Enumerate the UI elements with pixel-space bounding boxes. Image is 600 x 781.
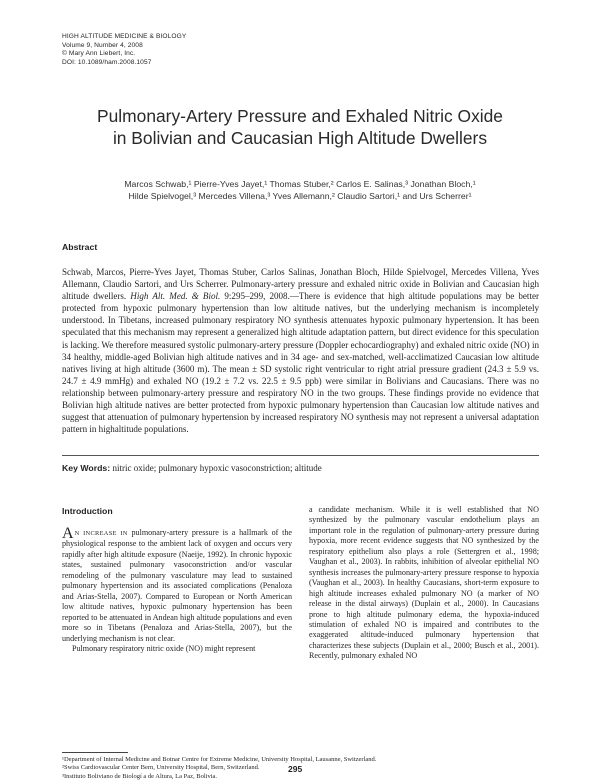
intro-column-right [309,505,539,662]
abstract-body [62,266,539,435]
intro-paragraph-1 [62,525,293,644]
drop-cap: A [62,525,74,542]
intro-column-2-text: a candidate mechanism. While it is well established that NO synthesized by the pulmonary vascular endothelium plays an important role in the regulation of pulmonary-artery pressure during hypoxia, more recent evidence suggests that NO synthesized by the respiratory epithelium also plays a role (Settergren et al., 1998; Vaughan et al., 2003). In rabbits, inhibition of alveolar epithelial NO synthesis increases the pulmonary-artery pressure response to hypoxia (Vaughan et al., 2003). In healthy Caucasians, short-term exposure to high altitude increases exhaled pulmonary NO (a marker of NO release in the distal airways) (Duplain et al., 2000). In Caucasians prone to high altitude pulmonary edema, the hypoxia-induced stimulation of exhaled NO is impaired and contributes to the exaggerated altitude-induced pulmonary hypertension that characterizes these subjects (Duplain et al., 2000; Busch et al., 2001). Recently, pulmonary exhaled NO [309,505,539,661]
abstract-citation: Schwab, Marcos, Pierre-Yves Jayet, Thomas Stuber, Carlos Salinas, Jonathan Bloch, Hilde Spielvogel, Mercedes Villena, Yves Allemann, Claudio Sartori, and Urs Scherrer. Pulmonary-artery pressure and exhaled nitric oxide in Bolivian and Caucasian high altitude dwellers. [62,267,539,302]
title-line-1: Pulmonary-Artery Pressure and Exhaled Nitric Oxide [97,106,503,126]
authors-line-2: Hilde Spielvogel,³ Mercedes Villena,³ Yves Allemann,² Claudio Sartori,¹ and Urs Scherrer¹ [128,190,472,201]
abstract-divider [62,455,539,456]
journal-volume: Volume 9, Number 4, 2008 [62,41,143,49]
footnotes [62,756,376,781]
page-number: 295 [288,764,303,774]
author-list [70,179,530,203]
journal-header [62,33,186,67]
keywords-text: nitric oxide; pulmonary hypoxic vasoconstriction; altitude [112,463,322,473]
abstract-journal: High Alt. Med. & Biol. [130,291,221,302]
footnote-2: ²Swiss Cardiovascular Center Bern, University Hospital, Bern, Switzerland. [62,764,260,772]
journal-name: HIGH ALTITUDE MEDICINE & BIOLOGY [62,33,187,40]
keywords [62,463,322,473]
footnote-1: ¹Department of Internal Medicine and Botnar Centre for Extreme Medicine, University Hospital, Lausanne, Switzerland. [62,756,377,763]
footnote-divider [62,752,128,753]
abstract-text: 9:295–299, 2008.—There is evidence that high altitude populations may be better protected from hypoxic pulmonary hypertension than low altitude natives, but the underlying mechanism is incompletely understood. In Tibetans, increased pulmonary respiratory NO synthesis attenuates hypoxic pulmonary hypertension. It has been speculated that this mechanism may represent a generalized high altitude adaptation pattern, but direct evidence for this speculation is lacking. We therefore measured systolic pulmonary-artery pressure (Doppler echocardiography) and exhaled nitric oxide (NO) in 34 healthy, middle-aged Bolivian high altitude natives and in 34 age- and sex-matched, well-acclimatized Caucasian low altitude natives living at high altitude (3600 m). The mean ± SD systolic right ventricular to right atrial pressure gradient (24.3 ± 5.9 vs. 24.7 ± 4.9 mmHg) and exhaled NO (19.2 ± 7.2 vs. 22.5 ± 9.5 ppb) were similar in Bolivians and Caucasians. There was no relationship between pulmonary-artery pressure and respiratory NO in the two groups. These findings provide no evidence that Bolivian high altitude natives are better protected from hypoxic pulmonary hypertension than Caucasian low altitude natives and suggest that attenuation of pulmonary hypertension by increased respiratory NO synthesis may not represent a universal adaptation pattern in highaltitude populations. [62,291,539,435]
intro-smallcaps: N INCREASE IN [74,530,128,537]
title-line-2: in Bolivian and Caucasian High Altitude Dwellers [112,127,488,148]
intro-column-left [62,525,293,654]
article-title [40,106,560,149]
footnote-3: ³Instituto Boliviano de Biologí a de Altura, La Paz, Bolivia. [62,772,218,780]
abstract-heading: Abstract [62,242,98,252]
intro-paragraph-2: Pulmonary respiratory nitric oxide (NO) might represent [72,643,256,653]
journal-copyright: © Mary Ann Liebert, Inc. [62,50,136,58]
journal-doi: DOI: 10.1089/ham.2008.1057 [62,58,152,66]
authors-line-1: Marcos Schwab,¹ Pierre-Yves Jayet,¹ Thomas Stuber,² Carlos E. Salinas,³ Jonathan Bloch,¹ [124,179,476,189]
keywords-label: Key Words: [62,463,111,473]
introduction-heading: Introduction [62,506,113,516]
intro-p1-text: pulmonary-artery pressure is a hallmark of the physiological response to the ambient lack of oxygen and occurs very rapidly after high altitude exposure (Naeije, 1992). In chronic hypoxic states, sustained pulmonary vasoconstriction and/or vascular remodeling of the pulmonary vasculature may lead to sustained pulmonary hypertension and its associated complications (Penaloza and Arias-Stella, 2007). Compared to European or North American low altitude natives, hypoxic pulmonary hypertension has been reported to be attenuated in Andean high altitude populations and even more so in Tibetans (Penaloza and Arias-Stella, 2007), but the underlying mechanism is not clear. [62,528,293,643]
